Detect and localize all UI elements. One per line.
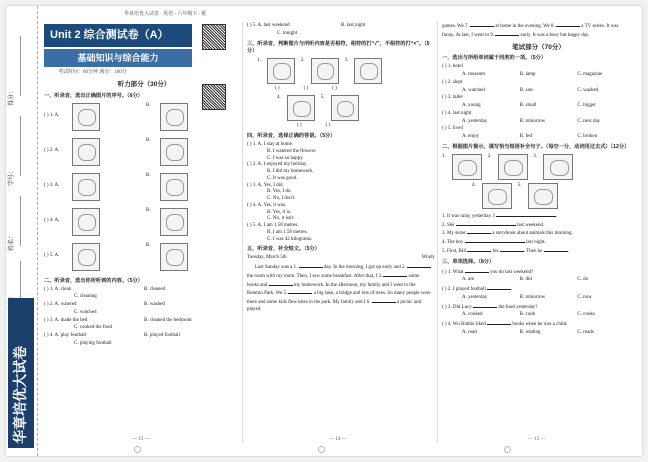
fill-blank-5b[interactable] bbox=[500, 247, 524, 252]
mc-blank-1[interactable] bbox=[465, 268, 489, 273]
sec4-q2: ( ) 2. A. I enjoyed my holiday. B. I did my homework. C. It was good. bbox=[247, 162, 314, 181]
word-q1: ( ) 1. hotel A. museum B. lamp C. magazine bbox=[442, 64, 603, 78]
blank-5[interactable] bbox=[288, 289, 312, 294]
mc-q2: ( ) 2. I played football . A. yesterday B. tomorrow C. now bbox=[442, 287, 592, 300]
column-3 bbox=[437, 22, 635, 442]
judge-brackets-row1 bbox=[275, 86, 435, 93]
listen-item-3: ( ) 3. A. B. bbox=[44, 173, 244, 205]
picture-a bbox=[72, 243, 100, 271]
judge-picture-3 bbox=[354, 58, 382, 84]
page-number-15: — 15 — bbox=[528, 437, 546, 442]
brand-strip bbox=[8, 298, 34, 448]
word-q5: ( ) 5. lived A. enjoy B. fed C. broken bbox=[442, 126, 598, 140]
fill-picture-4 bbox=[482, 183, 512, 209]
fill-blank-4[interactable] bbox=[465, 238, 525, 243]
punch-hole-icon bbox=[318, 446, 325, 453]
listen-item-5: ( ) 5. A. B. bbox=[44, 243, 244, 275]
listen-item-1: ( ) 1. A. B. bbox=[44, 103, 244, 135]
mc-q3: ( ) 3. Did Lucy the food yesterday? A. cooked B. cook C. cooks bbox=[442, 304, 595, 318]
id-line bbox=[20, 116, 21, 176]
sec2-q4: ( ) 4. A. play football B. played football C. playing football bbox=[44, 333, 180, 346]
judge-answer-5[interactable]: ( ) bbox=[325, 123, 331, 129]
sec2-q1: ( ) 1. A. clean B. cleaned C. cleaning bbox=[44, 286, 166, 300]
fill-blank-3[interactable] bbox=[467, 229, 491, 234]
sec4-q1: ( ) 1. A. I stay at home. B. I watered the flowers. C. I was so happy. bbox=[247, 142, 317, 161]
judge-pictures-row1: 1. 2. 3. bbox=[257, 58, 435, 84]
sec4-q5: ( ) 5. A. I am 1.58 metres. B. I am 1.58 metres. C. I was 42 kilograms. bbox=[247, 223, 313, 242]
binding-strip bbox=[6, 6, 38, 456]
qr-code-icon bbox=[202, 24, 226, 50]
word-q4: ( ) 4. last night A. yesterday B. tomorrow C. next day bbox=[442, 110, 601, 124]
page-number-14: — 14 — bbox=[329, 437, 347, 442]
picture-a bbox=[72, 173, 100, 201]
picture-a bbox=[72, 103, 100, 131]
brand-text: 华章培优大试卷 bbox=[12, 346, 29, 444]
picture-a bbox=[72, 208, 100, 236]
judge-picture-1 bbox=[267, 58, 295, 84]
fill-picture-3 bbox=[543, 154, 573, 180]
written-title: 笔试部分（70分） bbox=[512, 43, 565, 51]
mc-q4: ( ) 4. Wu Binbin liked books when he was a child. A. read B. reading C. reads bbox=[442, 322, 594, 335]
column-2 bbox=[242, 22, 435, 442]
unit-title: Unit 2 综合测试卷（A） bbox=[44, 24, 192, 47]
judge-answer-4[interactable]: ( ) bbox=[297, 123, 302, 129]
exam-sheet bbox=[6, 6, 642, 456]
diary-paragraph: Last Sunday was a 1. day. In the morning, I got up early and 2. the room with my mum. Then, I saw some breakfast. After that, I 3. some books and my homework. In the afternoon, my family and I went to the Renmin Park. We 5. a big lake, a bridge and lots of trees. So many people were there and some kids flew kites in the park. My family and I 6. a picnic and played bbox=[247, 265, 431, 312]
name-line bbox=[20, 196, 21, 246]
judge-pictures-row2: 4. 5. bbox=[277, 95, 435, 121]
listen-item-4: ( ) 4. A. B. bbox=[44, 208, 244, 240]
sec2-q2: ( ) 2. A. watered B. washed C. watched bbox=[44, 302, 165, 315]
sub-title: 基础知识与综合能力 bbox=[44, 49, 192, 67]
sec4-q4: ( ) 4. A. Yes, it was. B. Yes, it is. C. No, it isn't. bbox=[247, 202, 295, 222]
written-sec2-title: 二、根据图片提示，填写恰当短语补全句子。（每空一分，动词用过去式）（12分） bbox=[442, 143, 630, 150]
sec2-q5: ( ) 5. A. last weekend B. last night C. tonight bbox=[247, 23, 366, 36]
picture-a bbox=[72, 138, 100, 166]
sec4-q3: ( ) 3. A. Yes, I did. B. Yes, I do. C. No, I don't. bbox=[247, 182, 296, 202]
mc-blank-2[interactable] bbox=[487, 285, 511, 290]
blank-1[interactable] bbox=[299, 263, 323, 268]
listen-sec1-title: 一、听录音，选出正确图片的序号。（6分） bbox=[44, 92, 143, 99]
blank-8[interactable] bbox=[556, 22, 580, 27]
picture-b bbox=[160, 138, 188, 166]
mc-blank-3[interactable] bbox=[473, 303, 497, 308]
picture-b bbox=[160, 103, 188, 131]
listen-sec2-title: 二、听录音，选出你所听到的内容。（5分） bbox=[44, 277, 143, 284]
audio-qr-icon bbox=[202, 84, 226, 110]
fill-blank-5a[interactable] bbox=[467, 247, 491, 252]
blank-3[interactable] bbox=[383, 272, 407, 277]
exam-meta: 考试时间：60分钟 满分：100分 bbox=[58, 69, 127, 75]
fill-picture-2 bbox=[498, 154, 528, 180]
written-sec1-title: 一、选出与所给单词属于同类的一项。（5分） bbox=[442, 55, 547, 62]
judge-brackets-row2 bbox=[297, 123, 435, 130]
fill-sentence-1: 1. It was rainy yesterday. I . bbox=[442, 213, 558, 219]
blank-9[interactable] bbox=[495, 31, 519, 36]
blank-4[interactable] bbox=[269, 281, 293, 286]
judge-picture-2 bbox=[311, 58, 339, 84]
word-q2: ( ) 2. slept A. watched B. saw C. washed bbox=[442, 79, 599, 93]
punch-hole-icon bbox=[134, 446, 141, 453]
page-number-13: — 13 — bbox=[132, 437, 150, 442]
column-1 bbox=[44, 22, 244, 442]
judge-picture-4 bbox=[287, 95, 315, 121]
fill-picture-1 bbox=[452, 154, 482, 180]
fill-pictures-row1: 1. 2. 3. bbox=[442, 154, 635, 180]
picture-b bbox=[160, 173, 188, 201]
blank-6[interactable] bbox=[372, 298, 396, 303]
picture-b bbox=[160, 243, 188, 271]
id-label: 学号： bbox=[9, 167, 15, 186]
word-q3: ( ) 3. taller A. young B. small C. bigger bbox=[442, 95, 596, 109]
listen-sec4-title: 四、听录音，选择正确的答语。（5分） bbox=[247, 133, 336, 140]
fill-sentence-4: 4. The boy last night. bbox=[442, 240, 546, 246]
fill-sentence-5: 5. First, Bill his . Then he . bbox=[442, 248, 569, 254]
judge-answer-3[interactable]: ( ) bbox=[332, 85, 337, 91]
fill-blank-1[interactable] bbox=[496, 212, 556, 217]
sec2-q3: ( ) 3. A. made the bed B. cleaned the bedroom C. cooked the food bbox=[44, 317, 192, 331]
diary-continued: games. We 7. at home in the evening. We 8. a TV series. It was funny. At last, I went to 9. early. It was a busy but happy day. bbox=[442, 24, 619, 38]
name-label: 姓名： bbox=[9, 232, 15, 251]
fill-pictures-row2: 4. 5. bbox=[472, 183, 635, 209]
score-label: 得分： bbox=[9, 87, 15, 106]
blank-7[interactable] bbox=[470, 22, 494, 27]
series-tag: 华章培优大试卷 · 英语 · 六年级下 · 配 bbox=[124, 12, 207, 17]
listening-title: 听力部分（30分） bbox=[117, 80, 171, 88]
fill-blank-5c[interactable] bbox=[544, 247, 568, 252]
mc-q1: ( ) 1. What you do last weekend? A. are B. did C. do bbox=[442, 269, 589, 283]
fill-sentence-2: 2. She last weekend. bbox=[442, 222, 545, 228]
fill-blank-2[interactable] bbox=[456, 221, 516, 226]
score-line bbox=[20, 36, 21, 96]
judge-answer-2[interactable]: ( ) bbox=[303, 85, 309, 91]
written-sec3-title: 三、单项选择。（8分） bbox=[442, 258, 495, 265]
mc-blank-4[interactable] bbox=[487, 320, 511, 325]
judge-answer-1[interactable]: ( ) bbox=[275, 85, 280, 91]
fill-picture-5 bbox=[528, 183, 558, 209]
picture-b bbox=[160, 208, 188, 236]
listen-item-2: ( ) 2. A. B. bbox=[44, 138, 244, 170]
fill-sentence-3: 3. My sister a storybook about animals this morning. bbox=[442, 231, 573, 237]
listen-sec3-title: 三、听录音，判断图片与所听内容是否相符，相符的打“√”，不相符的打“×”。（5分） bbox=[247, 40, 430, 54]
listen-sec5-title: 五、听录音，补全短文。（5分） bbox=[247, 246, 320, 253]
blank-2[interactable] bbox=[407, 263, 431, 268]
punch-hole-icon bbox=[504, 446, 511, 453]
diary-header: Tuesday, March 5th Windy bbox=[247, 255, 435, 261]
judge-picture-5 bbox=[331, 95, 359, 121]
